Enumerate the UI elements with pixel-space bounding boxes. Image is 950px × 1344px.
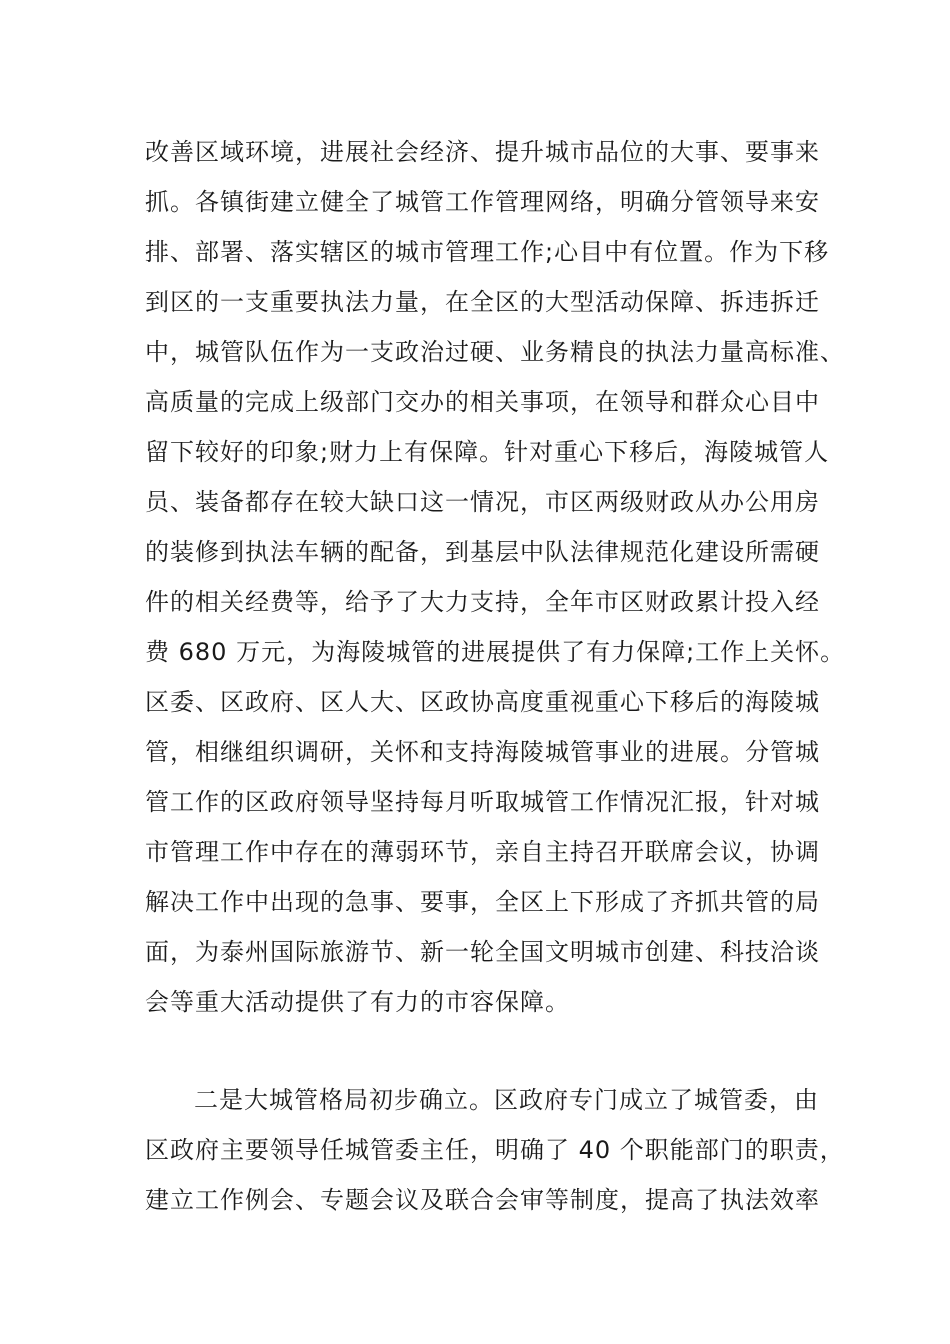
text-line: 到区的一支重要执法力量，在全区的大型活动保障、拆违拆迁 bbox=[145, 288, 820, 316]
text-line: 区政府主要领导任城管委主任，明确了 40 个职能部门的职责， bbox=[145, 1136, 845, 1164]
text-line: 排、部署、落实辖区的城市管理工作;心目中有位置。作为下移 bbox=[145, 238, 830, 266]
text-line: 改善区域环境，进展社会经济、提升城市品位的大事、要事来 bbox=[145, 138, 820, 166]
text-line: 留下较好的印象;财力上有保障。针对重心下移后，海陵城管人 bbox=[145, 438, 830, 466]
text-line: 管，相继组织调研，关怀和支持海陵城管事业的进展。分管城 bbox=[145, 738, 820, 766]
text-line: 管工作的区政府领导坚持每月听取城管工作情况汇报，针对城 bbox=[145, 788, 820, 816]
text-line: 解决工作中出现的急事、要事，全区上下形成了齐抓共管的局 bbox=[145, 888, 820, 916]
text-line: 中，城管队伍作为一支政治过硬、业务精良的执法力量高标准、 bbox=[145, 338, 845, 366]
text-line: 抓。各镇街建立健全了城管工作管理网络，明确分管领导来安 bbox=[145, 188, 820, 216]
paragraph-1 bbox=[145, 127, 845, 1027]
text-line: 高质量的完成上级部门交办的相关事项，在领导和群众心目中 bbox=[145, 388, 820, 416]
text-line: 建立工作例会、专题会议及联合会审等制度，提高了执法效率 bbox=[145, 1186, 820, 1214]
text-line: 面，为泰州国际旅游节、新一轮全国文明城市创建、科技洽谈 bbox=[145, 938, 820, 966]
text-line: 的装修到执法车辆的配备，到基层中队法律规范化建设所需硬 bbox=[145, 538, 820, 566]
text-line: 区委、区政府、区人大、区政协高度重视重心下移后的海陵城 bbox=[145, 688, 820, 716]
text-line: 市管理工作中存在的薄弱环节，亲自主持召开联席会议，协调 bbox=[145, 838, 820, 866]
paragraph-2 bbox=[145, 1075, 845, 1225]
text-line: 员、装备都存在较大缺口这一情况，市区两级财政从办公用房 bbox=[145, 488, 820, 516]
text-line: 费 680 万元，为海陵城管的进展提供了有力保障;工作上关怀。 bbox=[145, 638, 846, 666]
text-line: 二是大城管格局初步确立。区政府专门成立了城管委，由 bbox=[194, 1086, 819, 1114]
text-line: 会等重大活动提供了有力的市容保障。 bbox=[145, 988, 570, 1016]
text-line: 件的相关经费等，给予了大力支持，全年市区财政累计投入经 bbox=[145, 588, 820, 616]
